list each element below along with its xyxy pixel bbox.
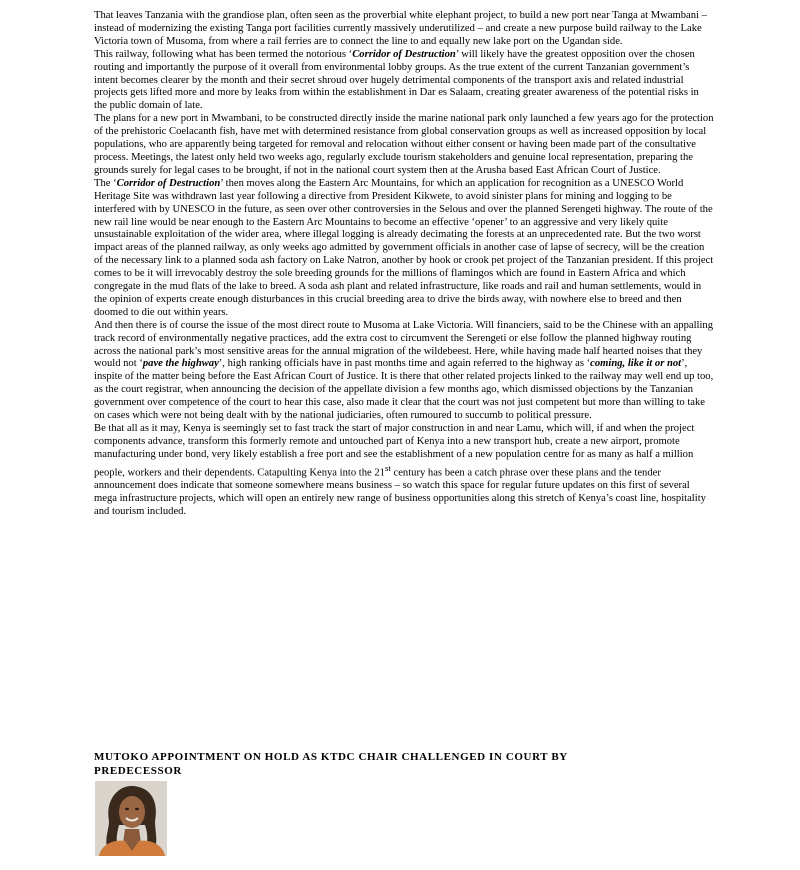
portrait-image xyxy=(95,781,167,856)
text-run: ’ then moves along the Eastern Arc Mountains, for which an application for recognition as a UNESCO World Heritage Site was withdrawn last year following a directive from President Kikwete, to avoid sinister plans for mining and logging to be interfered with by UNESCO in the future, as seen over other controversies in the Selous and over the planned Serengeti highway. The route of the new rail line would be near enough to the Eastern Arc Mountains to become an effective ‘opener’ to an aggressive and very likely quite unsustainable exploitation of the wider area, where illegal logging is already decimating the forests at an unprecedented rate. But the two worst impact areas of the planned railway, as only weeks ago admitted by government officials in another case of lapse of secrecy, will be the creation of the necessary link to a planned soda ash factory on Lake Natron, another by hook or crook pet project of the Tanzanian president. If this project comes to be it will irrevocably destroy the sole breeding grounds for the millions of flamingos which are found in Eastern Africa and which congregate in the mud flats of the lake to breed. A soda ash plant and related infrastructure, like roads and rail and human settlements, would in the opinion of experts create enough disturbances in this crucial breeding area to drive the birds away, with nowhere else to breed and then doomed to die out within years. xyxy=(94,177,714,318)
text-run: This railway, following what has been termed the notorious ‘ xyxy=(94,48,353,60)
text-run: century has been a catch phrase over these plans and the tender announcement does indicate that someone somewhere means business – so watch this space for regular future updates on this first of several mega infrastructure projects, which will open an entirely new range of business opportunities along this stretch of Kenya’s coast line, hospitality and tourism included. xyxy=(94,467,706,517)
paragraph-mwambani-port: The plans for a new port in Mwambani, to be constructed directly inside the marine national park only launched a few years ago for the protection of the prehistoric Coelacanth fish, have met with determined resistance from global conservation groups as well as increased opposition by local populations, who are apparently being targeted for removal and relocation without either consent or having been made part of the consultative process. Meetings, the latest only held two weeks ago, regularly exclude tourism stakeholders and genuine local representation, preparing the grounds surely for legal cases to be brought, if not in the national court system then at the Arusha based East African Court of Justice. xyxy=(94,113,714,176)
paragraph-kenya-lamu xyxy=(94,423,714,519)
emphasis-coming-like-it: coming, like it or not xyxy=(590,358,682,370)
text-run: ’ will likely have the greatest opposition over the chosen routing and importantly the purpose of it overall from environmental lobby groups. As the true extent of the current Tanzanian government’s intent becomes clearer by the month and their secret shroud over hugely detrimental components of the transport axis and related industrial projects gets lifted more and more by leaks from within the establishment in Dar es Salaam, creating greater awareness of the potential risks in the public domain of late. xyxy=(94,48,699,112)
paragraph-railway-opposition xyxy=(94,49,714,114)
text-run: The ‘ xyxy=(94,177,117,189)
emphasis-corridor: Corridor of Destruction xyxy=(352,48,456,60)
text-run: Be that all as it may, Kenya is seemingly set to fast track the start of major construction in and near Lamu, which will, if and when the project components advance, transform this formerly remote and untouched part of Kenya into a new transport hub, create a new airport, promote manufacturing under bond, very likely establish a free port and see the establishment of a new population centre for as many as half a million people, workers and their dependents. Catapulting Kenya into the 21 xyxy=(94,423,695,479)
article-body xyxy=(94,10,714,519)
text-run: ’, high ranking officials have in past months time and again referred to the highway as ‘ xyxy=(218,358,591,370)
emphasis-pave-highway: pave the highway xyxy=(142,358,219,370)
emphasis-corridor: Corridor of Destruction xyxy=(116,177,221,189)
paragraph-eastern-arc xyxy=(94,178,714,320)
text-run: ’, inspite of the matter being before the East African Court of Justice. It is there that other related projects linked to the railway may well end up too, as the court registrar, when announcing the decision of the appellate division a few months ago, which dismissed objections by the Tanzanian government over competence of the court to hear this case, also made it clear that the court was not just competent but more than willing to take on cases which were not being dealt with by the national judiciaries, often rumoured to succumb to political pressure. xyxy=(94,358,714,422)
paragraph-tanga-port: That leaves Tanzania with the grandiose plan, often seen as the proverbial white elephant project, to build a new port near Tanga at Mwambani – instead of modernizing the existing Tanga port facilities currently massively underutilized – and create a new purpose build railway to the Lake Victoria town of Musoma, from where a rail ferries are to connect the line to and equally new lake port on the Ugandan side. xyxy=(94,10,707,47)
text-run: And then there is of course the issue of the most direct route to Musoma at Lake Victoria. Will financiers, said to be the Chinese with an appalling track record of environmentally negative practices, add the extra cost to circumvent the Serengeti or else follow the planned highway routing across the national park’s most sensitive areas for the annual migration of the wildebeest. Here, while having made half hearted noises that they would not ‘ xyxy=(94,319,714,370)
superscript-st: st xyxy=(384,462,391,473)
section-headline: MUTOKO APPOINTMENT ON HOLD AS KTDC CHAIR CHALLENGED IN COURT BY PREDECESSOR xyxy=(94,751,568,777)
paragraph-serengeti-route xyxy=(94,320,714,423)
portrait-photo xyxy=(95,781,167,856)
